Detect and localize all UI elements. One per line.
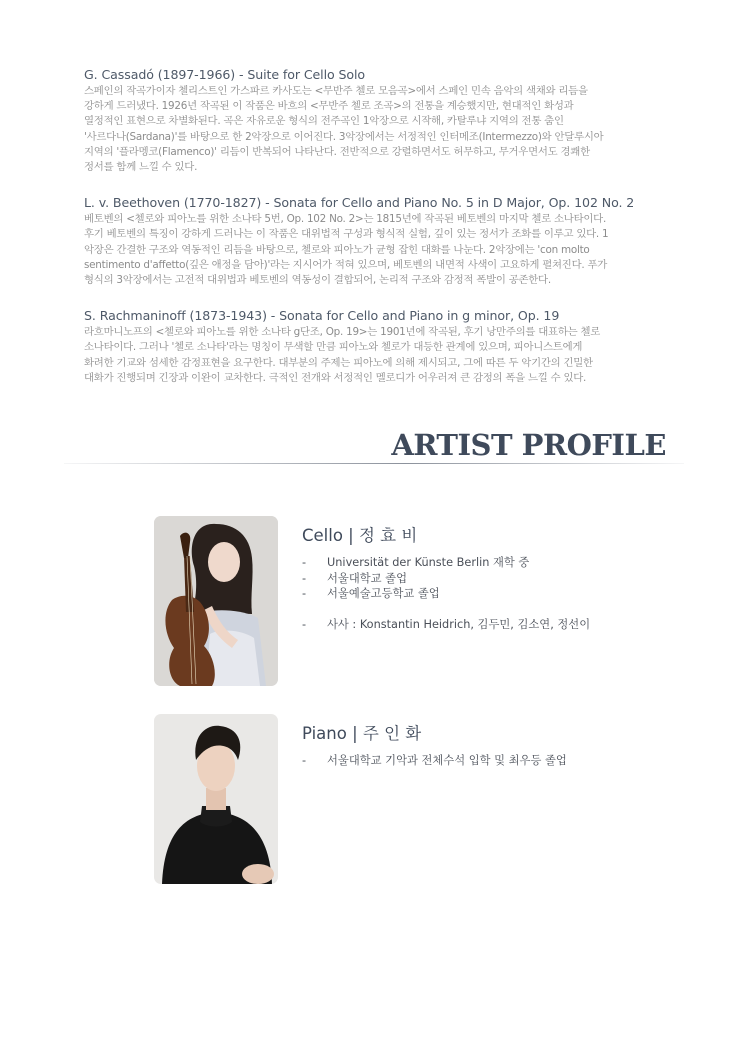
- piece-text-line: 정서를 함께 느낄 수 있다.: [84, 161, 198, 174]
- piece-title: S. Rachmaninoff (1873-1943) - Sonata for Cello and Piano in g minor, Op. 19: [84, 308, 560, 324]
- piece-text-line: 악장은 간결한 구조와 역동적인 리듬을 바탕으로, 첼로와 피아노가 균형 잡힌 대화를 나눈다. 2악장에는 'con molto: [84, 243, 590, 256]
- piece-text-line: 소나타이다. 그러나 '첼로 소나타'라는 명칭이 무색할 만큼 피아노와 첼로가 대등한 관계에 있으며, 피아니스트에게: [84, 341, 583, 354]
- piece-text-line: 화려한 기교와 섬세한 감정표현을 요구한다. 대부분의 주제는 피아노에 의해 제시되고, 그에 따른 두 악기간의 긴밀한: [84, 356, 593, 369]
- bio-text: 서울대학교 기악과 전체수석 입학 및 최우등 졸업: [327, 754, 567, 767]
- cellist-bio: [302, 555, 622, 632]
- cellist-info: [302, 522, 622, 632]
- bullet-dash: -: [302, 754, 307, 767]
- piece-text-line: 스페인의 작곡가이자 첼리스트인 가스파르 카사도는 <무반주 첼로 모음곡>에서 스페인 민속 음악의 색채와 리듬을: [84, 85, 588, 97]
- piece-text-line: 지역의 '플라멩코(Flamenco)' 리듬이 반복되어 나타난다. 전반적으로 강렬하면서도 허무하고, 무거우면서도 경쾌한: [84, 145, 590, 158]
- bullet-dash: -: [302, 571, 307, 585]
- cellist-name: Cello | 정 효 비: [302, 526, 418, 545]
- bullet-dash: -: [302, 617, 307, 631]
- piece-text-line: 열정적인 표현으로 차별화된다. 곡은 자유로운 형식의 전주곡인 1악장으로 시작해, 카탈루냐 지역의 전통 춤인: [84, 115, 564, 128]
- pianist-bio: [302, 753, 622, 769]
- piece-title: G. Cassadó (1897-1966) - Suite for Cello Solo: [84, 67, 365, 82]
- cellist-photo: [154, 516, 278, 686]
- piece-text-line: 대화가 진행되며 긴장과 이완이 교차한다. 극적인 전개와 서정적인 멜로디가 어우러져 큰 감정의 폭을 느낄 수 있다.: [84, 371, 587, 384]
- piece-cassado: [84, 66, 674, 175]
- piece-text-line: 형식의 3악장에서는 고전적 대위법과 베토벤의 역동성이 결합되어, 논리적 구조와 감정적 폭발이 공존한다.: [84, 274, 551, 287]
- bio-text: 서울대학교 졸업: [327, 571, 407, 585]
- piece-rachmaninoff: [84, 307, 674, 386]
- bio-text: 서울예술고등학교 졸업: [327, 587, 440, 600]
- artist-cello: [154, 516, 614, 686]
- piece-beethoven: [84, 194, 674, 288]
- piece-text-line: 라흐마니노프의 <첼로와 피아노를 위한 소나타 g단조, Op. 19>는 1901년에 작곡된, 후기 낭만주의를 대표하는 첼로: [84, 326, 601, 339]
- bullet-dash: -: [302, 587, 307, 600]
- piece-text-line: '사르다나(Sardana)'를 바탕으로 한 2악장으로 이어진다. 3악장에서는 서정적인 인터메조(Intermezzo)와 안달루시아: [84, 130, 604, 143]
- piece-title: L. v. Beethoven (1770-1827) - Sonata for Cello and Piano No. 5 in D Major, Op. 102 No. 2: [84, 195, 635, 211]
- piece-text-line: sentimento d'affetto(깊은 애정을 담아)'라는 지시어가 적혀 있으며, 베토벤의 내면적 사색이 고요하게 펼쳐진다. 푸가: [84, 258, 608, 271]
- bio-item: [302, 753, 622, 769]
- pianist-name: Piano | 주 인 화: [302, 724, 422, 743]
- piece-text-line: 베토벤의 <첼로와 피아노를 위한 소나타 5번, Op. 102 No. 2>는 1815년에 작곡된 베토벤의 마지막 첼로 소나타이다.: [84, 213, 607, 226]
- artist-piano: [154, 714, 614, 884]
- program-notes: [84, 66, 674, 405]
- bio-text: 사사 : Konstantin Heidrich, 김두민, 김소연, 정선이: [327, 617, 591, 631]
- bio-item-teachers: [302, 617, 622, 633]
- bio-item: [302, 586, 622, 602]
- bio-item: [302, 555, 622, 571]
- pianist-photo: [154, 714, 278, 884]
- artist-profile-heading: ARTIST PROFILE: [391, 428, 666, 462]
- heading-divider: [64, 463, 684, 464]
- bio-item: [302, 571, 622, 587]
- piece-text-line: 강하게 드러냈다. 1926년 작곡된 이 작품은 바흐의 <무반주 첼로 조곡>의 전통을 계승했지만, 현대적인 화성과: [84, 100, 574, 113]
- bullet-dash: -: [302, 556, 307, 569]
- bio-text: Universität der Künste Berlin 재학 중: [327, 556, 530, 569]
- pianist-info: [302, 720, 622, 769]
- piece-text-line: 후기 베토벤의 특징이 강하게 드러나는 이 작품은 대위법적 구성과 형식적 실험, 깊이 있는 정서가 조화를 이루고 있다. 1: [84, 228, 609, 241]
